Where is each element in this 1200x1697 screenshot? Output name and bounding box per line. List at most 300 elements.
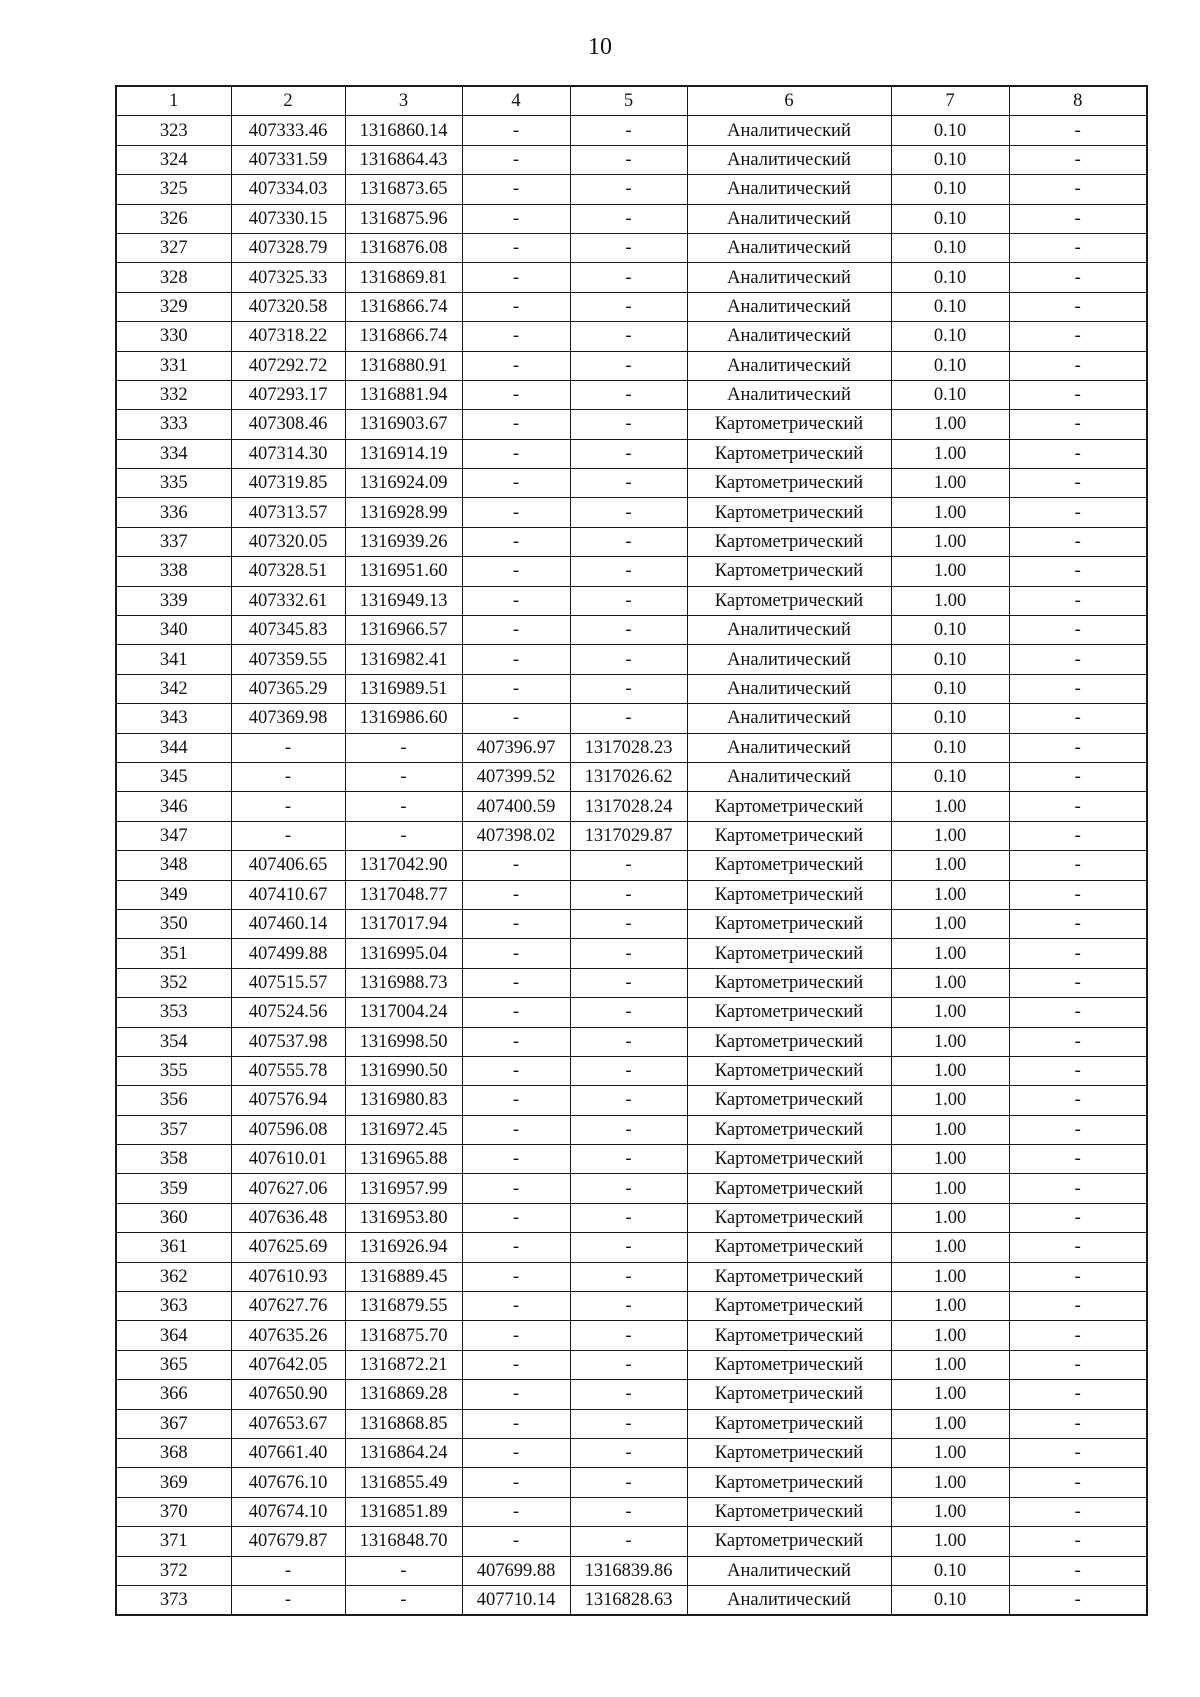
table-cell: 372: [116, 1556, 231, 1585]
table-cell: 359: [116, 1174, 231, 1203]
table-cell: -: [1009, 880, 1147, 909]
table-cell: -: [231, 762, 345, 791]
table-cell: 0.10: [891, 616, 1009, 645]
table-cell: 407610.01: [231, 1145, 345, 1174]
table-row: [116, 1233, 1147, 1262]
table-cell: 407331.59: [231, 145, 345, 174]
table-cell: Аналитический: [687, 704, 891, 733]
table-cell: -: [462, 1027, 570, 1056]
table-cell: 339: [116, 586, 231, 615]
table-cell: -: [1009, 586, 1147, 615]
table-cell: -: [345, 821, 462, 850]
table-cell: 1.00: [891, 1145, 1009, 1174]
table-row: [116, 1145, 1147, 1174]
table-cell: -: [462, 880, 570, 909]
table-cell: 361: [116, 1233, 231, 1262]
table-row: [116, 292, 1147, 321]
table-cell: 364: [116, 1321, 231, 1350]
table-cell: 363: [116, 1292, 231, 1321]
table-row: [116, 380, 1147, 409]
table-row: [116, 1203, 1147, 1232]
table-cell: -: [1009, 1350, 1147, 1379]
table-cell: 352: [116, 968, 231, 997]
table-cell: 335: [116, 469, 231, 498]
table-cell: 1.00: [891, 1174, 1009, 1203]
table-cell: -: [462, 527, 570, 556]
table-cell: 371: [116, 1527, 231, 1556]
table-cell: 1.00: [891, 469, 1009, 498]
table-cell: Картометрический: [687, 1497, 891, 1526]
column-header: 8: [1009, 86, 1147, 116]
table-cell: -: [1009, 116, 1147, 145]
table-row: [116, 939, 1147, 968]
table-cell: -: [1009, 821, 1147, 850]
table-cell: Картометрический: [687, 498, 891, 527]
table-row: [116, 762, 1147, 791]
table-cell: 1316989.51: [345, 674, 462, 703]
table-cell: -: [570, 1438, 687, 1467]
table-cell: -: [462, 204, 570, 233]
table-cell: -: [462, 616, 570, 645]
table-cell: 407610.93: [231, 1262, 345, 1291]
table-cell: -: [570, 851, 687, 880]
table-cell: -: [1009, 204, 1147, 233]
table-cell: 1316851.89: [345, 1497, 462, 1526]
table-cell: -: [570, 1468, 687, 1497]
table-cell: Картометрический: [687, 968, 891, 997]
table-cell: 1317028.24: [570, 792, 687, 821]
table-row: [116, 322, 1147, 351]
table-cell: Картометрический: [687, 1527, 891, 1556]
table-cell: 373: [116, 1585, 231, 1615]
table-cell: -: [462, 439, 570, 468]
table-cell: 1316866.74: [345, 322, 462, 351]
table-cell: 336: [116, 498, 231, 527]
table-cell: 348: [116, 851, 231, 880]
table-cell: 407515.57: [231, 968, 345, 997]
table-cell: -: [462, 968, 570, 997]
table-cell: 0.10: [891, 1556, 1009, 1585]
table-row: [116, 1350, 1147, 1379]
table-cell: -: [1009, 292, 1147, 321]
table-cell: 1317028.23: [570, 733, 687, 762]
table-cell: -: [462, 645, 570, 674]
table-cell: -: [570, 380, 687, 409]
table-cell: -: [570, 204, 687, 233]
table-cell: Аналитический: [687, 175, 891, 204]
table-cell: 1316869.28: [345, 1380, 462, 1409]
table-cell: 0.10: [891, 762, 1009, 791]
table-cell: -: [462, 145, 570, 174]
table-cell: 0.10: [891, 263, 1009, 292]
table-cell: Аналитический: [687, 645, 891, 674]
table-cell: 1.00: [891, 1527, 1009, 1556]
table-cell: 0.10: [891, 733, 1009, 762]
table-cell: 407328.79: [231, 233, 345, 262]
table-cell: -: [570, 909, 687, 938]
table-cell: -: [1009, 968, 1147, 997]
table-cell: 1.00: [891, 880, 1009, 909]
table-cell: -: [1009, 145, 1147, 174]
table-row: [116, 851, 1147, 880]
table-cell: 407625.69: [231, 1233, 345, 1262]
table-cell: 1316953.80: [345, 1203, 462, 1232]
table-cell: 1.00: [891, 1233, 1009, 1262]
table-cell: -: [462, 1233, 570, 1262]
table-cell: 407314.30: [231, 439, 345, 468]
table-cell: 1317048.77: [345, 880, 462, 909]
table-cell: -: [462, 939, 570, 968]
table-cell: 407499.88: [231, 939, 345, 968]
table-cell: -: [462, 557, 570, 586]
table-cell: -: [345, 792, 462, 821]
table-row: [116, 1380, 1147, 1409]
table-cell: 407399.52: [462, 762, 570, 791]
table-cell: -: [462, 263, 570, 292]
table-cell: -: [570, 1086, 687, 1115]
table-cell: 1.00: [891, 792, 1009, 821]
table-cell: -: [1009, 1556, 1147, 1585]
table-cell: 407345.83: [231, 616, 345, 645]
table-cell: 0.10: [891, 175, 1009, 204]
table-cell: -: [570, 1174, 687, 1203]
table-cell: 407650.90: [231, 1380, 345, 1409]
table-cell: -: [570, 439, 687, 468]
table-cell: Аналитический: [687, 1585, 891, 1615]
table-cell: Картометрический: [687, 1409, 891, 1438]
table-row: [116, 1468, 1147, 1497]
table-cell: 1316855.49: [345, 1468, 462, 1497]
table-cell: 1316966.57: [345, 616, 462, 645]
table-row: [116, 204, 1147, 233]
table-cell: 0.10: [891, 704, 1009, 733]
table-cell: -: [462, 292, 570, 321]
table-cell: -: [1009, 175, 1147, 204]
table-cell: -: [1009, 1203, 1147, 1232]
table-cell: -: [1009, 733, 1147, 762]
table-row: [116, 498, 1147, 527]
table-cell: -: [462, 410, 570, 439]
table-cell: 353: [116, 998, 231, 1027]
table-cell: -: [1009, 1262, 1147, 1291]
table-cell: 407596.08: [231, 1115, 345, 1144]
table-cell: 1316848.70: [345, 1527, 462, 1556]
table-cell: Картометрический: [687, 851, 891, 880]
table-cell: Картометрический: [687, 1438, 891, 1467]
table-cell: 1316873.65: [345, 175, 462, 204]
table-cell: 347: [116, 821, 231, 850]
table-cell: 407710.14: [462, 1585, 570, 1615]
table-cell: -: [462, 380, 570, 409]
table-cell: 407398.02: [462, 821, 570, 850]
table-cell: -: [1009, 1027, 1147, 1056]
table-cell: -: [462, 1056, 570, 1085]
table-cell: 337: [116, 527, 231, 556]
table-cell: 341: [116, 645, 231, 674]
table-cell: -: [462, 175, 570, 204]
table-cell: -: [1009, 674, 1147, 703]
table-cell: 368: [116, 1438, 231, 1467]
table-cell: 1316879.55: [345, 1292, 462, 1321]
table-cell: -: [462, 1321, 570, 1350]
table-row: [116, 733, 1147, 762]
table-cell: Картометрический: [687, 1056, 891, 1085]
column-header: 3: [345, 86, 462, 116]
table-cell: -: [1009, 939, 1147, 968]
table-row: [116, 586, 1147, 615]
table-cell: -: [570, 1145, 687, 1174]
table-cell: -: [570, 175, 687, 204]
table-cell: 324: [116, 145, 231, 174]
table-cell: 1.00: [891, 1115, 1009, 1144]
table-cell: -: [570, 880, 687, 909]
table-cell: -: [1009, 469, 1147, 498]
table-cell: 1316924.09: [345, 469, 462, 498]
table-cell: -: [570, 1409, 687, 1438]
table-cell: Аналитический: [687, 674, 891, 703]
table-cell: 1316881.94: [345, 380, 462, 409]
table-cell: -: [231, 733, 345, 762]
table-cell: Аналитический: [687, 762, 891, 791]
table-cell: Картометрический: [687, 1174, 891, 1203]
table-cell: 407313.57: [231, 498, 345, 527]
table-cell: -: [1009, 1321, 1147, 1350]
table-row: [116, 263, 1147, 292]
table-cell: 407320.58: [231, 292, 345, 321]
table-cell: Аналитический: [687, 263, 891, 292]
table-row: [116, 1262, 1147, 1291]
table-cell: 323: [116, 116, 231, 145]
table-cell: 1316982.41: [345, 645, 462, 674]
table-cell: -: [1009, 1438, 1147, 1467]
table-cell: 1316876.08: [345, 233, 462, 262]
table-cell: Картометрический: [687, 1380, 891, 1409]
table-cell: 338: [116, 557, 231, 586]
table-cell: 1.00: [891, 1056, 1009, 1085]
column-header: 6: [687, 86, 891, 116]
table-cell: -: [570, 1497, 687, 1526]
table-row: [116, 704, 1147, 733]
table-cell: 349: [116, 880, 231, 909]
table-cell: 1.00: [891, 998, 1009, 1027]
table-cell: 354: [116, 1027, 231, 1056]
table-cell: 407293.17: [231, 380, 345, 409]
table-cell: -: [462, 498, 570, 527]
table-cell: 407627.76: [231, 1292, 345, 1321]
table-row: [116, 1321, 1147, 1350]
table-cell: 1316875.70: [345, 1321, 462, 1350]
table-cell: -: [570, 968, 687, 997]
table-row: [116, 1527, 1147, 1556]
table-cell: 1317029.87: [570, 821, 687, 850]
table-cell: 0.10: [891, 204, 1009, 233]
table-row: [116, 1086, 1147, 1115]
table-cell: 407406.65: [231, 851, 345, 880]
table-cell: -: [1009, 1292, 1147, 1321]
table-cell: 407674.10: [231, 1497, 345, 1526]
table-cell: 1316872.21: [345, 1350, 462, 1379]
table-cell: -: [570, 998, 687, 1027]
table-cell: 1316988.73: [345, 968, 462, 997]
table-cell: -: [462, 1527, 570, 1556]
table-cell: 367: [116, 1409, 231, 1438]
table-cell: 1316868.85: [345, 1409, 462, 1438]
table-cell: 1316866.74: [345, 292, 462, 321]
table-cell: -: [570, 1350, 687, 1379]
table-cell: Картометрический: [687, 1321, 891, 1350]
table-cell: -: [462, 469, 570, 498]
table-cell: 1316986.60: [345, 704, 462, 733]
table-cell: -: [570, 586, 687, 615]
table-cell: 1.00: [891, 1203, 1009, 1232]
table-cell: -: [231, 792, 345, 821]
table-cell: 1316864.43: [345, 145, 462, 174]
table-cell: 407308.46: [231, 410, 345, 439]
table-cell: 325: [116, 175, 231, 204]
table-row: [116, 616, 1147, 645]
table-cell: 369: [116, 1468, 231, 1497]
table-cell: -: [462, 1292, 570, 1321]
table-row: [116, 674, 1147, 703]
table-cell: 1316957.99: [345, 1174, 462, 1203]
table-cell: -: [570, 498, 687, 527]
table-cell: Картометрический: [687, 557, 891, 586]
table-cell: 1316860.14: [345, 116, 462, 145]
table-cell: -: [462, 586, 570, 615]
table-cell: 327: [116, 233, 231, 262]
table-cell: -: [570, 410, 687, 439]
table-cell: 1.00: [891, 410, 1009, 439]
table-cell: Картометрический: [687, 469, 891, 498]
table-cell: 1316995.04: [345, 939, 462, 968]
table-cell: 333: [116, 410, 231, 439]
table-cell: Картометрический: [687, 909, 891, 938]
table-cell: 1.00: [891, 1321, 1009, 1350]
table-cell: 1316949.13: [345, 586, 462, 615]
table-cell: -: [570, 557, 687, 586]
table-cell: -: [1009, 1527, 1147, 1556]
table-cell: Картометрический: [687, 1262, 891, 1291]
table-cell: 343: [116, 704, 231, 733]
table-cell: -: [1009, 263, 1147, 292]
table-cell: 1316928.99: [345, 498, 462, 527]
table-cell: Картометрический: [687, 880, 891, 909]
table-cell: -: [570, 674, 687, 703]
table-cell: 344: [116, 733, 231, 762]
table-cell: 358: [116, 1145, 231, 1174]
table-cell: -: [570, 527, 687, 556]
table-cell: 1316869.81: [345, 263, 462, 292]
table-cell: 1316990.50: [345, 1056, 462, 1085]
table-cell: 1316828.63: [570, 1585, 687, 1615]
table-cell: -: [462, 1438, 570, 1467]
table-cell: -: [1009, 704, 1147, 733]
table-cell: -: [231, 1585, 345, 1615]
table-cell: -: [1009, 645, 1147, 674]
table-cell: -: [1009, 1086, 1147, 1115]
table-cell: -: [462, 704, 570, 733]
table-cell: 407679.87: [231, 1527, 345, 1556]
table-cell: 407319.85: [231, 469, 345, 498]
table-cell: 0.10: [891, 145, 1009, 174]
table-cell: 1316875.96: [345, 204, 462, 233]
table-row: [116, 1174, 1147, 1203]
table-cell: 1.00: [891, 851, 1009, 880]
table-cell: -: [570, 1233, 687, 1262]
table-cell: -: [462, 674, 570, 703]
table-cell: 331: [116, 351, 231, 380]
table-row: [116, 1115, 1147, 1144]
table-cell: -: [570, 145, 687, 174]
table-cell: -: [570, 1115, 687, 1144]
table-cell: -: [231, 821, 345, 850]
table-cell: -: [231, 1556, 345, 1585]
table-row: [116, 145, 1147, 174]
table-cell: -: [462, 322, 570, 351]
table-row: [116, 1409, 1147, 1438]
table-cell: 1317017.94: [345, 909, 462, 938]
page-number: 10: [588, 34, 612, 60]
table-cell: -: [1009, 1585, 1147, 1615]
table-cell: 407292.72: [231, 351, 345, 380]
table-cell: -: [1009, 1468, 1147, 1497]
table-cell: 1317026.62: [570, 762, 687, 791]
table-cell: -: [1009, 410, 1147, 439]
table-cell: 1.00: [891, 1468, 1009, 1497]
table-cell: 365: [116, 1350, 231, 1379]
table-cell: -: [462, 1145, 570, 1174]
table-cell: -: [1009, 1056, 1147, 1085]
column-header: 7: [891, 86, 1009, 116]
table-row: [116, 1497, 1147, 1526]
table-cell: -: [1009, 380, 1147, 409]
table-cell: -: [1009, 1497, 1147, 1526]
table-cell: Картометрический: [687, 998, 891, 1027]
table-row: [116, 880, 1147, 909]
table-cell: -: [462, 116, 570, 145]
table-cell: 1316864.24: [345, 1438, 462, 1467]
table-cell: 0.10: [891, 645, 1009, 674]
table-cell: Аналитический: [687, 204, 891, 233]
table-cell: 1.00: [891, 557, 1009, 586]
table-cell: Аналитический: [687, 380, 891, 409]
table-cell: 1316939.26: [345, 527, 462, 556]
table-cell: -: [1009, 792, 1147, 821]
table-cell: -: [570, 704, 687, 733]
table-header: [116, 86, 1147, 116]
table-cell: 407369.98: [231, 704, 345, 733]
table-cell: 346: [116, 792, 231, 821]
table-cell: 342: [116, 674, 231, 703]
table-row: [116, 351, 1147, 380]
column-header: 1: [116, 86, 231, 116]
table-cell: 1316880.91: [345, 351, 462, 380]
table-cell: Картометрический: [687, 1203, 891, 1232]
table-cell: 1.00: [891, 939, 1009, 968]
table-row: [116, 1438, 1147, 1467]
table-row: [116, 1056, 1147, 1085]
table-cell: -: [462, 233, 570, 262]
table-cell: -: [1009, 1145, 1147, 1174]
table-cell: 1.00: [891, 1086, 1009, 1115]
table-row: [116, 1292, 1147, 1321]
table-cell: -: [1009, 616, 1147, 645]
table-row: [116, 527, 1147, 556]
table-cell: 407661.40: [231, 1438, 345, 1467]
table-cell: Картометрический: [687, 1027, 891, 1056]
table-cell: 1.00: [891, 1027, 1009, 1056]
table-cell: 1316951.60: [345, 557, 462, 586]
